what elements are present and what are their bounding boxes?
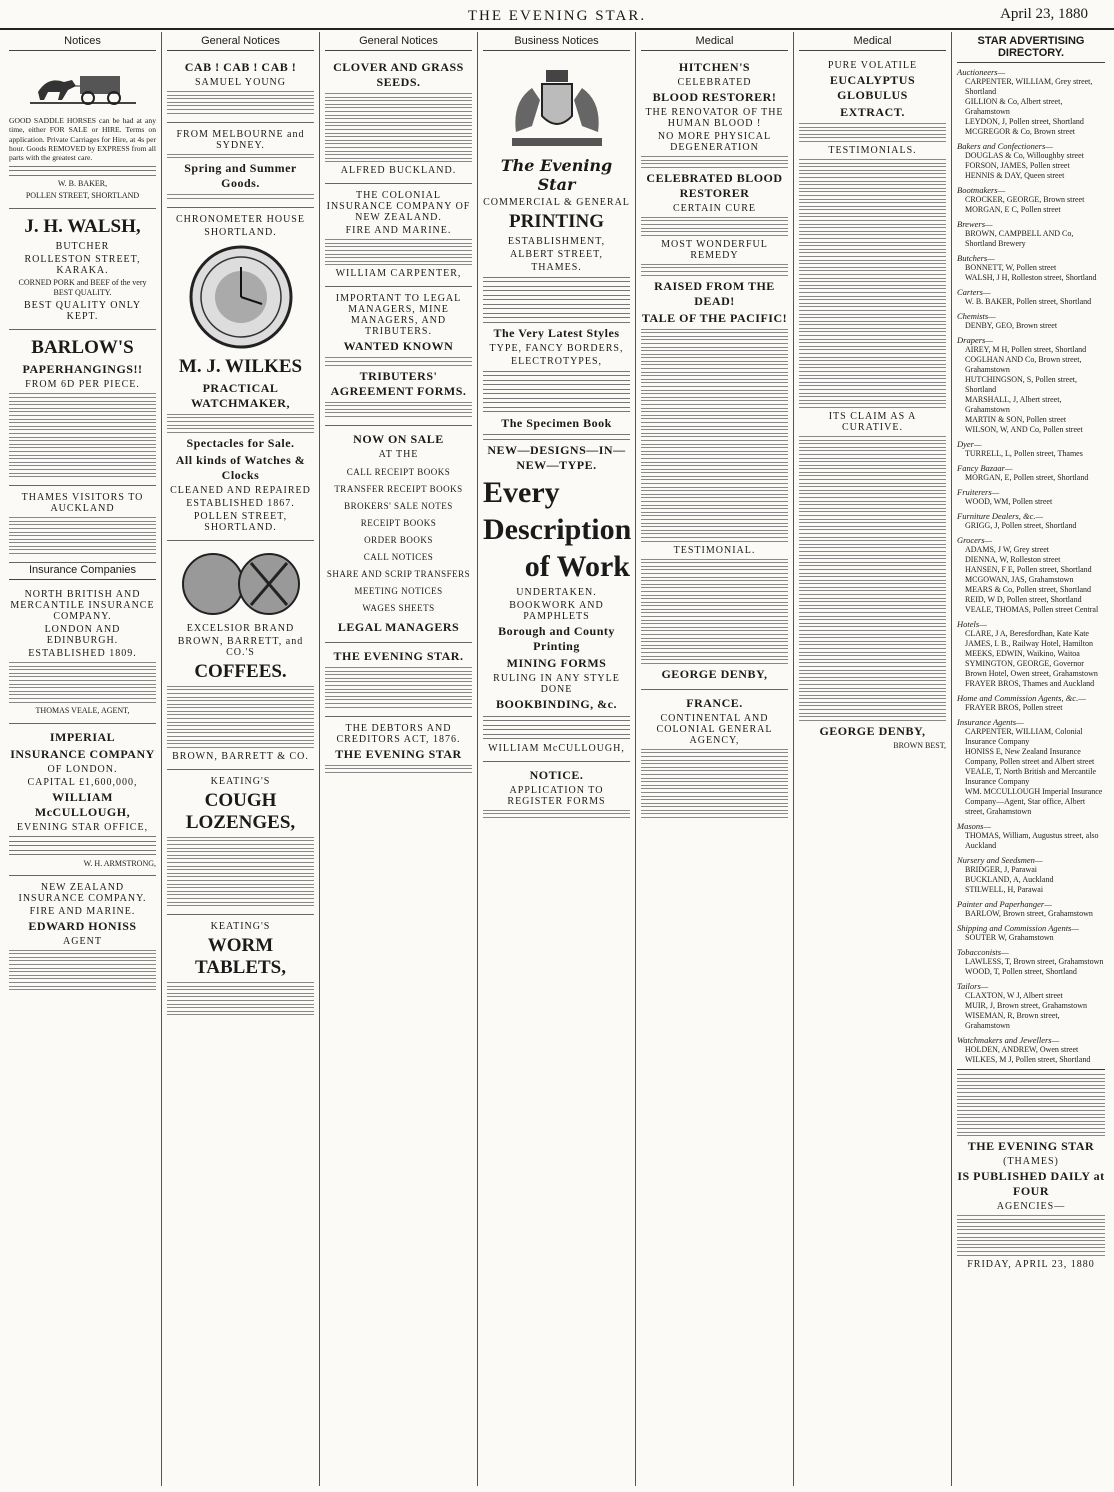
tale-pacific: TALE OF THE PACIFIC!	[641, 310, 788, 325]
legal-managers: LEGAL MANAGERS	[337, 620, 460, 634]
column-heading: General Notices	[167, 34, 314, 51]
nb-city: LONDON AND EDINBURGH.	[44, 624, 121, 647]
directory-entry: WALSH, J H, Rolleston street, Shortland	[965, 273, 1097, 282]
imperial-title: IMPERIAL	[49, 729, 116, 744]
directory-entry: SYMINGTON, GEORGE, Governor Brown Hotel, Owen street, Grahamstown	[965, 659, 1098, 678]
newspaper-columns	[4, 32, 1110, 1486]
directory-entry: CLARE, J A, Beresfordhan, Kate Kate	[965, 629, 1089, 638]
claim-title: ITS CLAIM AS A CURATIVE.	[828, 410, 917, 433]
mccullough-signature: WILLIAM McCULLOUGH,	[488, 742, 625, 754]
directory-category: Bakers and Confectioners—	[957, 141, 1053, 151]
wonderful-remedy: MOST WONDERFUL REMEDY	[661, 238, 768, 261]
book-item: RECEIPT BOOKS	[360, 518, 437, 528]
clocks-title: All kinds of Watches & Clocks	[175, 452, 306, 482]
pollen-label: POLLEN STREET, SHORTLAND.	[193, 510, 288, 533]
denby-name-2: GEORGE DENBY,	[819, 723, 926, 738]
es-title: THE EVENING STAR.	[333, 649, 464, 663]
continental-title: CONTINENTAL AND COLONIAL GENERAL AGENCY,	[656, 712, 773, 746]
issue-date: April 23, 1880	[1000, 6, 1088, 22]
extract-title: EXTRACT.	[840, 105, 905, 119]
book-item: MEETING NOTICES	[354, 586, 443, 596]
excelsior-brand-illustration	[167, 549, 314, 619]
directory-entry: CROCKER, GEORGE, Brown street	[965, 195, 1085, 204]
walsh-text: CORNED PORK and BEEF of the very BEST QUALITY.	[18, 278, 147, 298]
brown-barrett-signature: BROWN, BARRETT & CO.	[172, 750, 309, 762]
commercial-general: COMMERCIAL & GENERAL	[483, 197, 630, 208]
renovator: THE RENOVATOR OF THE HUMAN BLOOD !	[645, 107, 784, 129]
directory-entry: MORGAN, E C, Pollen street	[965, 205, 1061, 214]
nz-subtitle: FIRE AND MARINE.	[29, 905, 136, 917]
printing-establishment-ad	[483, 54, 630, 762]
directory-entry: HENNIS & DAY, Queen street	[965, 171, 1065, 180]
eucalyptus-ad	[799, 54, 946, 757]
keating-label: KEATING'S	[210, 775, 271, 787]
cab-title: CAB ! CAB ! CAB !	[184, 60, 297, 74]
directory-category: Bootmakers—	[957, 185, 1006, 195]
directory-category: Dyer—	[957, 439, 982, 449]
directory-entry: WM. MCCULLOUGH Imperial Insurance Company—Agent, Star office, Albert street, Grahamstown	[965, 787, 1103, 816]
directory-entry: WISEMAN, R, Brown street, Grahamstown	[965, 1011, 1060, 1030]
directory-entry: BRIDGER, J, Parawai	[965, 865, 1037, 874]
no-more: NO MORE PHYSICAL DEGENERATION	[657, 131, 772, 153]
keating-cough-ad	[167, 770, 314, 915]
es-thames: (THAMES)	[1003, 1156, 1059, 1168]
ruling-text: RULING IN ANY STYLE DONE	[493, 673, 620, 695]
nz-title: NEW ZEALAND INSURANCE COMPANY.	[18, 881, 147, 904]
directory-entry: TURRELL, L, Pollen street, Thames	[965, 449, 1083, 458]
keating-label-2: KEATING'S	[210, 921, 271, 933]
clover-title: CLOVER AND GRASS SEEDS.	[333, 60, 464, 89]
directory-entry: HUTCHINGSON, S, Pollen street, Shortland	[965, 375, 1077, 394]
spectacles-title: Spectacles for Sale.	[186, 435, 295, 450]
nb-title: NORTH BRITISH AND MERCANTILE INSURANCE COMPANY.	[10, 589, 155, 623]
wilkes-practical: PRACTICAL WATCHMAKER,	[191, 380, 290, 410]
directory-entry: FRAYER BROS, Thames and Auckland	[965, 679, 1095, 688]
baker-signature: W. B. BAKER,	[57, 179, 108, 189]
directory-entry: WOOD, T, Pollen street, Shortland	[965, 967, 1077, 976]
latest-styles: The Very Latest Styles	[493, 326, 620, 340]
directory-entry: GILLION & Co, Albert street, Grahamstown	[965, 97, 1063, 116]
book-item: TRANSFER RECEIPT BOOKS	[334, 484, 463, 494]
thames-visitors-ad	[9, 486, 156, 563]
chronometer-house: CHRONOMETER HOUSE	[176, 213, 305, 225]
now-on-sale: NOW ON SALE	[353, 432, 444, 446]
bookbinding: BOOKBINDING, &c.	[495, 697, 617, 711]
blood-restorer: BLOOD RESTORER!	[652, 90, 777, 104]
albert-street: ALBERT STREET,	[509, 249, 604, 260]
colonial-insurance-ad	[325, 184, 472, 287]
baker-address: POLLEN STREET, SHORTLAND	[25, 191, 140, 201]
footer-date: FRIDAY, APRIL 23, 1880	[967, 1258, 1095, 1270]
nb-established: ESTABLISHED 1809.	[28, 648, 137, 660]
directory-category: Nursery and Seedsmen—	[957, 855, 1043, 865]
printing-title: PRINTING	[508, 211, 604, 232]
france-title: FRANCE.	[686, 695, 743, 710]
column-general-notices-2	[320, 32, 478, 1486]
certain-cure: CERTAIN CURE	[672, 202, 757, 214]
directory-category: Home and Commission Agents, &c.—	[957, 693, 1086, 703]
directory-entry: WILKES, M J, Pollen street, Shortland	[965, 1055, 1091, 1064]
directory-category: Brewers—	[957, 219, 993, 229]
directory-category: Carters—	[957, 287, 991, 297]
directory-entry: AIREY, M H, Pollen street, Shortland	[965, 345, 1087, 354]
directory-entry: WOOD, WM, Pollen street	[965, 497, 1053, 506]
directory-category: Furniture Dealers, &c.—	[957, 511, 1044, 521]
column-directory	[952, 32, 1110, 1486]
published-daily: IS PUBLISHED DAILY at FOUR	[957, 1169, 1105, 1199]
thames-visitors-title: THAMES VISITORS TO AUCKLAND	[21, 492, 144, 515]
hitchens-title: HITCHEN'S	[678, 60, 751, 74]
directory-category: Grocers—	[957, 535, 993, 545]
column-notices	[4, 32, 162, 1486]
coffees-title: COFFEES.	[194, 660, 287, 682]
cleaned-label: CLEANED AND REPAIRED	[170, 484, 311, 496]
barlow-ad	[9, 330, 156, 486]
carpenter-signature: WILLIAM CARPENTER,	[335, 268, 462, 280]
directory-entry: BARLOW, Brown street, Grahamstown	[965, 909, 1093, 918]
imperial-subtitle: INSURANCE COMPANY	[10, 746, 155, 761]
directory-entry: WILSON, W, AND Co, Pollen street	[965, 425, 1083, 434]
es-title-2: THE EVENING STAR	[335, 746, 462, 761]
column-heading: Medical	[799, 34, 946, 51]
column-general-notices-1	[162, 32, 320, 1486]
important-title: IMPORTANT TO LEGAL MANAGERS, MINE MANAGERS, AND TRIBUTERS.	[335, 293, 462, 338]
nz-insurance-ad	[9, 876, 156, 999]
book-item: SHARE AND SCRIP TRANSFERS	[326, 569, 471, 579]
north-british-ad	[9, 583, 156, 724]
column-heading: Medical	[641, 34, 788, 51]
established-label: ESTABLISHED 1867.	[186, 497, 295, 509]
directory-category: Insurance Agents—	[957, 717, 1024, 727]
buckland-signature: ALFRED BUCKLAND.	[340, 165, 457, 177]
description-title: Description	[483, 513, 632, 546]
column-heading: Notices	[9, 34, 156, 51]
young-name: SAMUEL YOUNG	[195, 77, 286, 88]
raised-dead: RAISED FROM THE DEAD!	[654, 278, 775, 308]
directory-entry: MEARS & Co, Pollen street, Shortland	[965, 585, 1091, 594]
tributers-forms: TRIBUTERS' AGREEMENT FORMS.	[330, 368, 467, 398]
book-item: ORDER BOOKS	[364, 535, 433, 545]
keating-worm-ad	[167, 915, 314, 1023]
directory-entry: CARPENTER, WILLIAM, Colonial Insurance Company	[965, 727, 1083, 746]
new-designs: NEW—DESIGNS—IN—NEW—TYPE.	[487, 443, 626, 472]
colonial-fire: FIRE AND MARINE.	[345, 225, 452, 237]
directory-entry: BUCKLAND, A, Auckland	[965, 875, 1054, 884]
walsh-subtitle: BUTCHER	[55, 241, 110, 253]
directory-entry: JAMES, I. B., Railway Hotel, Hamilton	[965, 639, 1093, 648]
column-medical-1	[636, 32, 794, 1486]
wanted-known: WANTED KNOWN	[343, 339, 454, 354]
work-title: of Work	[524, 550, 630, 583]
horse-carriage-illustration	[9, 62, 156, 112]
eucalyptus-title: EUCALYPTUS GLOBULUS	[829, 73, 916, 102]
restorer-2: CELEBRATED BLOOD RESTORER	[646, 170, 783, 200]
horse-ad	[9, 54, 156, 209]
walsh-address: ROLLESTON STREET, KARAKA.	[24, 254, 141, 277]
walsh-best: BEST QUALITY ONLY KEPT.	[23, 300, 142, 323]
directory-entry: W. B. BAKER, Pollen street, Shortland	[965, 297, 1092, 306]
directory-entry: FORSON, JAMES, Pollen street	[965, 161, 1070, 170]
france-ad	[641, 690, 788, 826]
brown-barrett-title: BROWN, BARRETT, and CO.'S	[177, 635, 304, 658]
walsh-title: J. H. WALSH,	[24, 216, 141, 238]
specimen-book: The Specimen Book	[501, 415, 612, 430]
at-the: AT THE	[378, 449, 419, 460]
borough-printing: Borough and County Printing	[498, 624, 615, 653]
book-item: CALL RECEIPT BOOKS	[346, 467, 451, 477]
imperial-insurance-ad	[9, 724, 156, 876]
barlow-from: FROM 6D PER PIECE.	[25, 379, 140, 391]
directory-entry: MARTIN & SON, Pollen street	[965, 415, 1067, 424]
honiss-name: EDWARD HONISS	[28, 918, 137, 933]
insurance-heading: Insurance Companies	[9, 563, 156, 580]
directory-category: Drapers—	[957, 335, 993, 345]
evening-star-gothic: The Evening Star	[500, 156, 613, 194]
directory-entry: DENBY, GEO, Brown street	[965, 321, 1058, 330]
directory-entry: CLAXTON, W J, Albert street	[965, 991, 1063, 1000]
directory-entry: FRAYER BROS, Pollen street	[965, 703, 1063, 712]
directory-entry: GRIGG, J, Pollen street, Shortland	[965, 521, 1077, 530]
directory-entry: MEEKS, EDWIN, Waikino, Waitoa	[965, 649, 1080, 658]
directory-entry: VEALE, THOMAS, Pollen street Central	[965, 605, 1099, 614]
hitchens-ad	[641, 54, 788, 690]
directory-list	[957, 67, 1105, 1065]
undertaken: UNDERTAKEN.	[516, 587, 597, 598]
wilkes-name: M. J. WILKES	[178, 355, 303, 377]
imperial-capital: CAPITAL £1,600,000,	[27, 776, 138, 788]
shortland-label: SHORTLAND.	[204, 226, 277, 238]
type-borders: TYPE, FANCY BORDERS,	[489, 343, 624, 354]
directory-category: Fancy Bazaar—	[957, 463, 1013, 473]
directory-category: Butchers—	[957, 253, 995, 263]
directory-category: Tailors—	[957, 981, 989, 991]
barlow-subtitle: PAPERHANGINGS!!	[22, 362, 143, 377]
es-title-directory: THE EVENING STAR	[967, 1139, 1095, 1154]
walsh-butcher-ad	[9, 209, 156, 330]
watch-illustration	[167, 242, 314, 352]
column-medical-2	[794, 32, 952, 1486]
directory-entry: VEALE, T, North British and Mercantile Insurance Company	[965, 767, 1097, 786]
directory-entry: DIENNA, W, Rolleston street	[965, 555, 1061, 564]
mining-forms: MINING FORMS	[506, 656, 607, 670]
directory-entry: DOUGLAS & Co, Willoughby street	[965, 151, 1084, 160]
directory-category: Tobacconists—	[957, 947, 1009, 957]
testimonial: TESTIMONIAL.	[673, 544, 756, 556]
directory-heading: STAR ADVERTISING DIRECTORY.	[957, 34, 1105, 63]
directory-entry: STILWELL, H, Parawai	[965, 885, 1044, 894]
brown-best: BROWN BEST,	[893, 740, 946, 750]
directory-entry: BROWN, CAMPBELL AND Co, Shortland Brewery	[965, 229, 1074, 248]
newspaper-title: THE EVENING STAR.	[467, 8, 647, 24]
masthead	[0, 0, 1114, 30]
electrotypes: ELECTROTYPES,	[510, 356, 603, 367]
royal-crest-illustration	[483, 62, 630, 152]
colonial-title: THE COLONIAL INSURANCE COMPANY OF NEW ZEALAND.	[326, 190, 471, 224]
excelsior-label: EXCELSIOR BRAND	[186, 622, 295, 634]
establishment: ESTABLISHMENT,	[507, 236, 606, 247]
book-item: WAGES SHEETS	[362, 603, 435, 613]
directory-category: Painter and Paperhanger—	[957, 899, 1052, 909]
notice-ad	[483, 762, 630, 826]
clover-ad	[325, 54, 472, 184]
column-heading: Business Notices	[483, 34, 630, 51]
cough-lozenges: COUGH LOZENGES,	[185, 789, 296, 833]
tributers-ad	[325, 287, 472, 426]
now-on-sale-ad	[325, 426, 472, 643]
wiseman-ad	[167, 123, 314, 208]
imperial-office: EVENING STAR OFFICE,	[16, 821, 149, 833]
brown-barrett-ad	[167, 541, 314, 770]
spring-goods: Spring and Summer Goods.	[184, 161, 297, 191]
veale-signature: THOMAS VEALE, AGENT,	[35, 705, 130, 715]
directory-category: Auctioneers—	[957, 67, 1006, 77]
directory-entry: REID, W D, Pollen street, Shortland	[965, 595, 1082, 604]
directory-entry: HOLDEN, ANDREW, Owen street	[965, 1045, 1079, 1054]
thames: THAMES.	[531, 262, 582, 273]
directory-entry: HANSEN, F E, Pollen street, Shortland	[965, 565, 1092, 574]
directory-entry: MUIR, J, Brown street, Grahamstown	[965, 1001, 1087, 1010]
directory-entry: COGLHAN AND Co, Brown street, Grahamstown	[965, 355, 1082, 374]
application-text: APPLICATION TO REGISTER FORMS	[507, 784, 606, 807]
column-heading: General Notices	[325, 34, 472, 51]
honiss-agent: AGENT	[63, 935, 102, 947]
debtors-title: THE DEBTORS AND CREDITORS ACT, 1876.	[336, 722, 461, 745]
debtors-ad	[325, 717, 472, 781]
directory-entry: CARPENTER, WILLIAM, Grey street, Shortland	[965, 77, 1093, 96]
directory-category: Shipping and Commission Agents—	[957, 923, 1079, 933]
directory-category: Fruiterers—	[957, 487, 1000, 497]
every-title: Every	[483, 476, 560, 509]
worm-tablets: WORM TABLETS,	[195, 935, 286, 979]
directory-entry: ADAMS, J W, Grey street	[965, 545, 1049, 554]
bookwork: BOOKWORK AND PAMPHLETS	[509, 600, 604, 622]
horse-text: GOOD SADDLE HORSES can be had at any time, either FOR SALE or HIRE. Terms on application. Private Carriages for Hire, at 4s per hour. Goods REMOVED by EXPRESS from all parts with the greatest care.	[9, 116, 156, 163]
wilkes-ad	[167, 208, 314, 541]
directory-category: Masons—	[957, 821, 992, 831]
column-business-notices	[478, 32, 636, 1486]
notice-title: NOTICE.	[529, 767, 584, 782]
directory-category: Hotels—	[957, 619, 987, 629]
directory-entry: LAWLESS, T, Brown street, Grahamstown	[965, 957, 1104, 966]
directory-entry: LEYDON, J, Pollen street, Shortland	[965, 117, 1084, 126]
barlow-title: BARLOW'S	[31, 337, 134, 359]
evening-star-subscription-ad	[325, 643, 472, 717]
agencies: AGENCIES—	[996, 1201, 1066, 1213]
cab-ad	[167, 54, 314, 123]
pure-volatile: PURE VOLATILE	[827, 60, 918, 71]
directory-entry: MARSHALL, J, Albert street, Grahamstown	[965, 395, 1062, 414]
directory-category: Watchmakers and Jewellers—	[957, 1035, 1060, 1045]
testimonials-title: TESTIMONIALS.	[828, 144, 917, 156]
imperial-city: OF LONDON.	[47, 763, 118, 775]
directory-entry: SOUTER W, Grahamstown	[965, 933, 1054, 942]
celebrated: CELEBRATED	[677, 77, 752, 88]
imperial-agent: WILLIAM McCULLOUGH,	[34, 789, 131, 819]
directory-entry: MCGREGOR & Co, Brown street	[965, 127, 1075, 136]
directory-entry: THOMAS, William, Augustus street, also Auckland	[965, 831, 1099, 850]
directory-entry: MORGAN, E, Pollen street, Shortland	[965, 473, 1089, 482]
directory-entry: HONISS E, New Zealand Insurance Company, Pollen street and Albert street	[965, 747, 1095, 766]
directory-category: Chemists—	[957, 311, 996, 321]
directory-entry: MCGOWAN, JAS, Grahamstown	[965, 575, 1074, 584]
denby-name: GEORGE DENBY,	[661, 666, 768, 681]
book-item: CALL NOTICES	[363, 552, 434, 562]
book-item: BROKERS' SALE NOTES	[344, 501, 453, 511]
armstrong-signature: W. H. ARMSTRONG,	[83, 858, 156, 868]
directory-entry: BONNETT, W, Pollen street	[965, 263, 1057, 272]
melbourne-title: FROM MELBOURNE and SYDNEY.	[176, 128, 305, 151]
